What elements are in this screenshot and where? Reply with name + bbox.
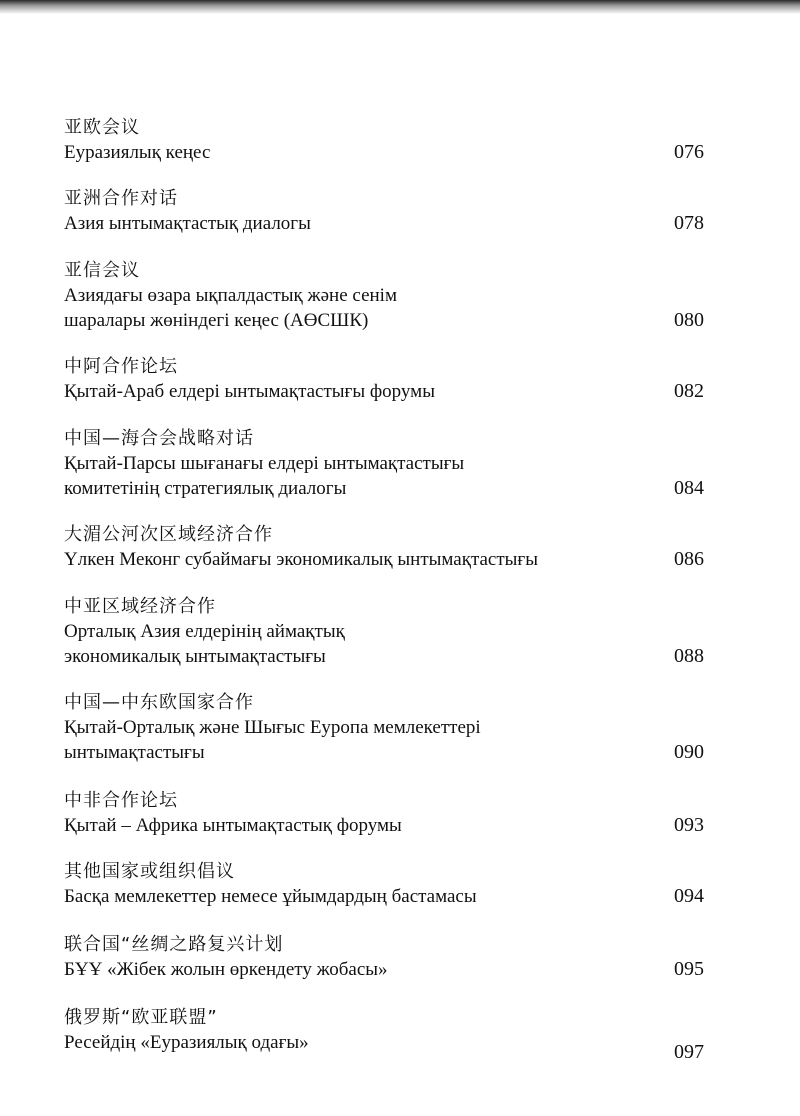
page-number: 078 [674,212,704,234]
entry-title-kz: Үлкен Меконг субаймағы экономикалық ынтымақтастығы [64,549,538,570]
toc-entry[interactable] [64,690,704,765]
page-number: 076 [674,141,704,163]
toc-entry[interactable] [64,354,704,404]
entry-title-kz: Қытай-Араб елдері ынтымақтастығы форумы [64,381,435,402]
toc-entry[interactable] [64,522,704,572]
entry-title-kz: Азия ынтымақтастық диалогы [64,213,311,234]
entry-title-zh: 联合国“丝绸之路复兴计划 [64,934,284,955]
entry-title-kz: Қытай – Африка ынтымақтастық форумы [64,815,402,836]
entry-title-zh: 大湄公河次区域经济合作 [64,524,273,545]
entry-title-kz: шаралары жөніндегі кеңес (АӨСШК) [64,310,369,331]
toc-entry[interactable] [64,426,704,501]
entry-title-kz: Азиядағы өзара ықпалдастық және сенім [64,285,397,306]
page-number: 097 [674,1041,704,1063]
entry-title-kz: Орталық Азия елдерінің аймақтық [64,621,345,642]
toc-entry[interactable] [64,594,704,669]
entry-title-zh: 中国—海合会战略对话 [64,428,254,449]
page-number: 080 [674,309,704,331]
entry-title-kz: ынтымақтастығы [64,742,205,763]
entry-title-kz: Еуразиялық кеңес [64,142,211,163]
entry-title-zh: 俄罗斯“欧亚联盟” [64,1007,218,1028]
entry-title-kz: Басқа мемлекеттер немесе ұйымдардың бастамасы [64,886,477,907]
toc-entry[interactable] [64,186,704,236]
page-number: 093 [674,814,704,836]
toc-entry[interactable] [64,788,704,838]
page-number: 090 [674,741,704,763]
entry-title-zh: 亚欧会议 [64,117,140,138]
toc-entry[interactable] [64,932,704,982]
page-number: 082 [674,380,704,402]
toc-entry[interactable] [64,115,704,165]
page-number: 088 [674,645,704,667]
entry-title-kz: Қытай-Орталық және Шығыс Еуропа мемлекеттері [64,717,481,738]
entry-title-zh: 亚洲合作对话 [64,188,178,209]
entry-title-zh: 中阿合作论坛 [64,356,178,377]
entry-title-kz: экономикалық ынтымақтастығы [64,646,326,667]
entry-title-kz: комитетінің стратегиялық диалогы [64,478,347,499]
entry-title-kz: Қытай-Парсы шығанағы елдері ынтымақтастығы [64,453,465,474]
entry-title-zh: 中非合作论坛 [64,790,178,811]
entry-title-zh: 其他国家或组织倡议 [64,861,235,882]
entry-title-zh: 中国—中东欧国家合作 [64,692,254,713]
toc-entry[interactable] [64,258,704,333]
page-number: 086 [674,548,704,570]
entry-title-zh: 亚信会议 [64,260,140,281]
page-number: 095 [674,958,704,980]
toc-entry[interactable] [64,859,704,909]
page-number: 084 [674,477,704,499]
entry-title-zh: 中亚区域经济合作 [64,596,216,617]
toc-entry[interactable] [64,1005,704,1063]
page-number: 094 [674,885,704,907]
entry-title-kz: БҰҰ «Жібек жолын өркендету жобасы» [64,959,388,980]
entry-title-kz: Ресейдің «Еуразиялық одағы» [64,1032,309,1053]
